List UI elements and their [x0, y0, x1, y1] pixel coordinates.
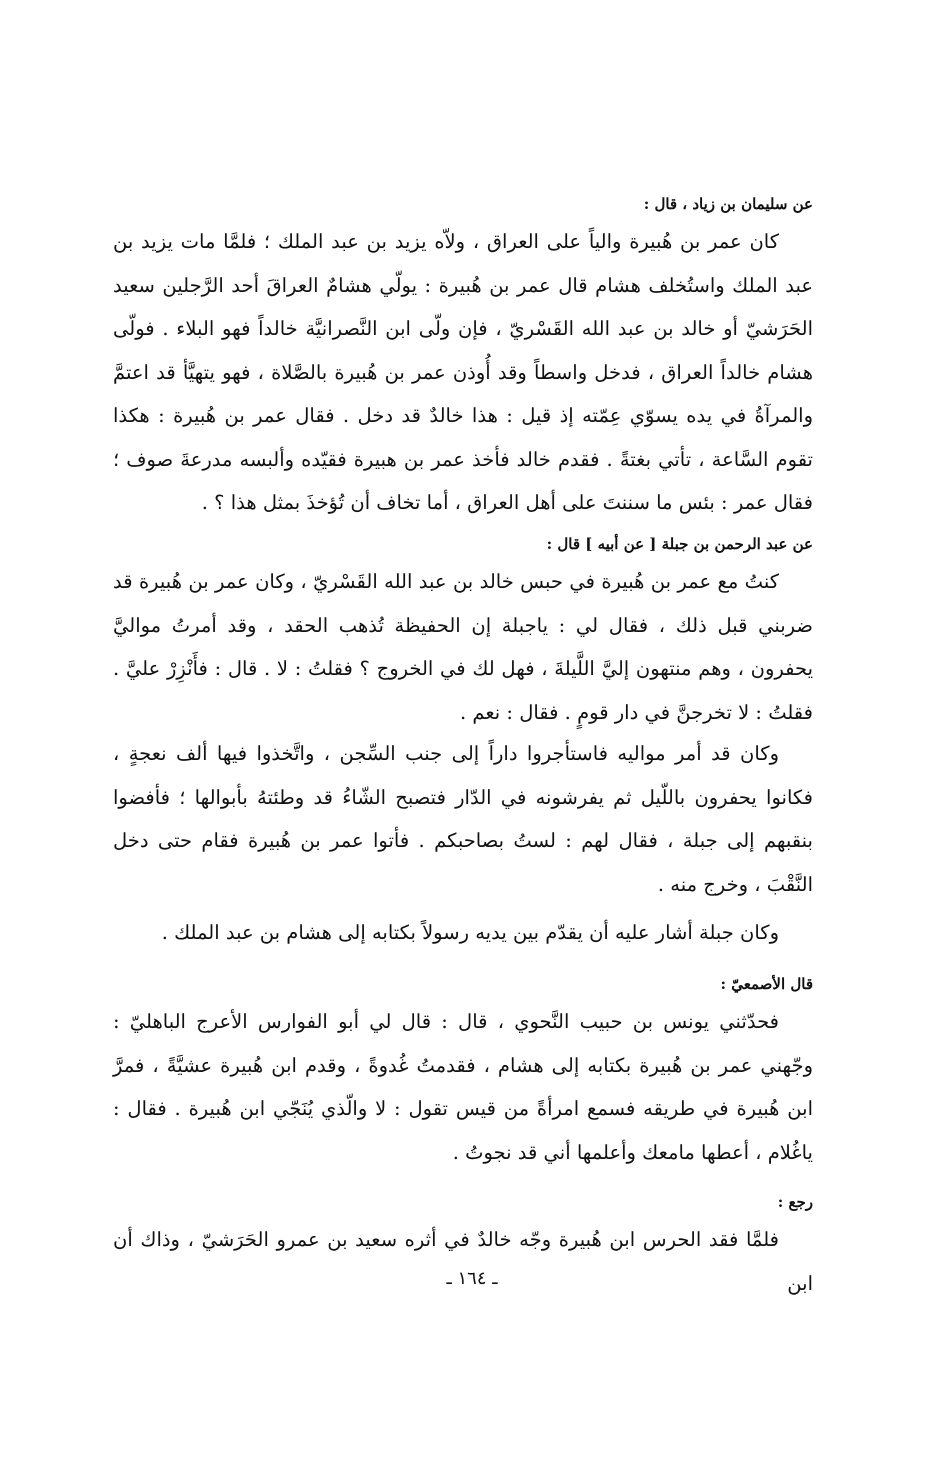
paragraph: كنتُ مع عمر بن هُبيرة في حبس خالد بن عبد الله القَسْريّ ، وكان عمر بن هُبيرة قد ضربني قبل ذلك ، فقال لي : ياجبلة إن الحفيظة تُذهب الحقد ، وقد أمرتُ مواليَّ يحفرون ، وهم منتهون إليَّ اللَّيلةَ ، فهل لك في الخروج ؟ فقلتُ : لا . قال : فأَنْزِرْ عليَّ . فقلتُ : لا تخرجنَّ في دار قومٍ . فقال : نعم .	[113, 570, 813, 724]
section-body-4	[113, 1218, 813, 1305]
section-heading-2: عن عبد الرحمن بن جبلة [ عن أبيه ] قال :	[546, 535, 813, 553]
section-body-2c	[113, 911, 813, 955]
section-heading-1: عن سليمان بن زياد ، قال :	[643, 195, 813, 213]
paragraph: فحدّثني يونس بن حبيب النَّحوي ، قال : قال لي أبو الفوارس الأعرج الباهليّ : وجّهني عمر بن هُبيرة بكتابه إلى هشام ، فقدمتُ غُدوةً ، وقدم ابن هُبيرة عشيَّةً ، فمرَّ ابن هُبيرة في طريقه فسمع امرأةً من قيس تقول : لا والّذي يُنَجّي ابن هُبيرة . فقال : ياغُلام ، أعطها مامعك وأعلمها أني قد نجوتُ .	[113, 1010, 813, 1164]
section-body-2b	[113, 732, 813, 906]
section-body-3	[113, 1000, 813, 1174]
paragraph: كان عمر بن هُبيرة والياً على العراق ، ولاّه يزيد بن عبد الملك ؛ فلمَّا مات يزيد بن عبد الملك واستُخلف هشام قال عمر بن هُبيرة : يولّي هشامٌ العراقَ أحد الرَّجلين سعيد الحَرَشيّ أو خالد بن عبد الله القَسْريّ ، فإن ولّى ابن النَّصرانيَّة خالداً فهو البلاء . فولّى هشام خالداً العراق ، فدخل واسطاً وقد أُوذن عمر بن هُبيرة بالصَّلاة ، فهو يتهيَّأ قد اعتمَّ والمرآةُ في يده يسوّي عِمّته إذ قيل : هذا خالدٌ قد دخل . فقال عمر بن هُبيرة : هكذا تقوم السَّاعة ، تأتي بغتةً . فقدم خالد فأخذ عمر بن هبيرة فقيّده وألبسه مدرعةَ صوف ؛ فقال عمر : بئس ما سننتَ على أهل العراق ، أما تخاف أن تُؤخذَ بمثل هذا ؟ .	[113, 230, 813, 514]
page-number: ـ ١٦٤ ـ	[446, 1268, 498, 1289]
section-heading-4: رجع :	[777, 1193, 813, 1211]
section-heading-3: قال الأصمعيّ :	[720, 975, 813, 993]
paragraph: وكان جبلة أشار عليه أن يقدّم بين يديه رسولاً بكتابه إلى هشام بن عبد الملك .	[161, 921, 779, 944]
section-body-2	[113, 560, 813, 734]
paragraph: وكان قد أمر مواليه فاستأجروا داراً إلى جنب السِّجن ، واتَّخذوا فيها ألف نعجةٍ ، فكانوا يحفرون باللّيل ثم يفرشونه في الدّار فتصبح الشّاءُ قد وطئتهُ بأبوالها ؛ فأفضوا بنقبهم إلى جبلة ، فقال لهم : لستُ بصاحبكم . فأتوا عمر بن هُبيرة فقام حتى دخل النَّقْبَ ، وخرج منه .	[113, 742, 813, 896]
paragraph: فلمَّا فقد الحرس ابن هُبيرة وجّه خالدٌ في أثره سعيد بن عمرو الحَرَشيّ ، وذاك أن ابن	[113, 1228, 813, 1295]
section-body-1	[113, 220, 813, 525]
